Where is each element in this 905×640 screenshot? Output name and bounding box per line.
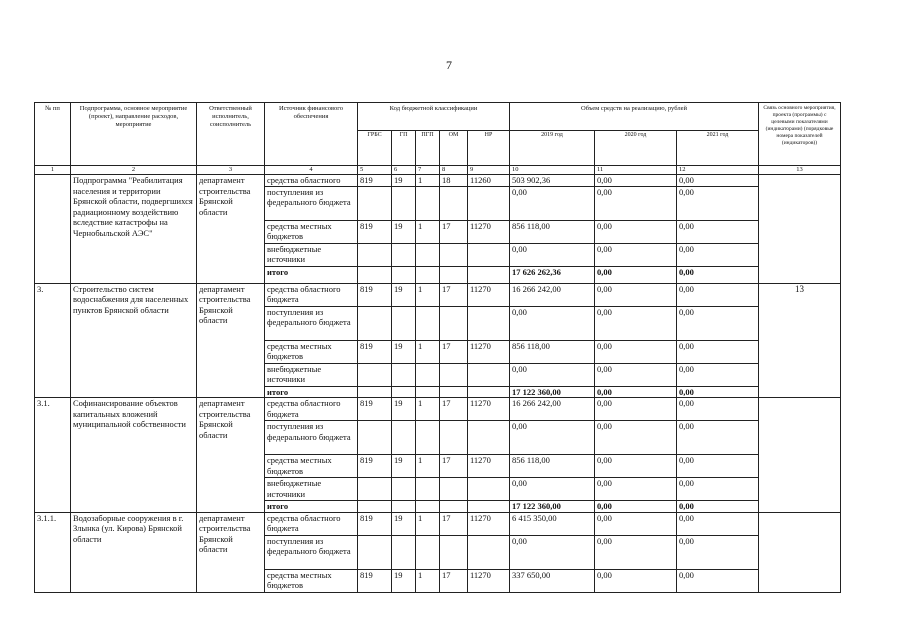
cell-grbs: [358, 535, 392, 569]
cell-y2020: 0,00: [595, 220, 677, 243]
column-number: 12: [677, 166, 759, 175]
cell-y2019: 17 122 360,00: [510, 386, 595, 398]
cell-om: [440, 386, 468, 398]
cell-gp: [392, 478, 416, 501]
cell-y2020: 0,00: [595, 243, 677, 266]
column-number: 4: [265, 166, 358, 175]
cell-om: 17: [440, 455, 468, 478]
cell-y2020: 0,00: [595, 478, 677, 501]
cell-y2021: 0,00: [677, 421, 759, 455]
cell-y2020: 0,00: [595, 175, 677, 187]
funding-source: средства областного бюджета: [265, 283, 358, 306]
header-om: ОМ: [440, 131, 468, 166]
column-number: 2: [71, 166, 197, 175]
column-number: 13: [759, 166, 841, 175]
header-program: Подпрограмма, основное мероприятие (проект), направление расходов, мероприятие: [71, 103, 197, 166]
cell-y2019: 0,00: [510, 535, 595, 569]
cell-grbs: [358, 421, 392, 455]
cell-np: 11270: [468, 283, 510, 306]
cell-grbs: 819: [358, 340, 392, 363]
funding-source: внебюджетные источники: [265, 363, 358, 386]
cell-om: 17: [440, 283, 468, 306]
item-number: 3.1.: [35, 398, 71, 513]
budget-table: [34, 102, 841, 593]
cell-np: 11270: [468, 512, 510, 535]
cell-y2021: 0,00: [677, 478, 759, 501]
cell-y2020: 0,00: [595, 535, 677, 569]
cell-pgp: 1: [416, 175, 440, 187]
cell-y2020: 0,00: [595, 283, 677, 306]
cell-y2019: 0,00: [510, 363, 595, 386]
header-source: Источник финансового обеспечения: [265, 103, 358, 166]
cell-y2019: 0,00: [510, 478, 595, 501]
funding-source: поступления из федерального бюджета: [265, 421, 358, 455]
funding-source: средства местных бюджетов: [265, 455, 358, 478]
cell-om: [440, 478, 468, 501]
cell-y2020: 0,00: [595, 306, 677, 340]
item-number: 3.: [35, 283, 71, 398]
column-number: 7: [416, 166, 440, 175]
cell-pgp: 1: [416, 455, 440, 478]
cell-grbs: [358, 243, 392, 266]
cell-gp: [392, 386, 416, 398]
funding-source: поступления из федерального бюджета: [265, 186, 358, 220]
cell-y2020: 0,00: [595, 512, 677, 535]
cell-y2020: 0,00: [595, 340, 677, 363]
cell-gp: [392, 186, 416, 220]
cell-np: 11270: [468, 220, 510, 243]
cell-gp: 19: [392, 569, 416, 592]
table-row: [35, 283, 841, 306]
item-executor: департамент строительства Брянской области: [197, 283, 265, 398]
cell-y2020: 0,00: [595, 455, 677, 478]
page-number: 7: [446, 58, 452, 72]
cell-np: [468, 501, 510, 513]
cell-np: 11270: [468, 398, 510, 421]
cell-y2020: 0,00: [595, 266, 677, 283]
header-executor: Ответственный исполнитель, соисполнитель: [197, 103, 265, 166]
cell-y2021: 0,00: [677, 512, 759, 535]
cell-np: [468, 306, 510, 340]
cell-om: [440, 243, 468, 266]
cell-grbs: 819: [358, 455, 392, 478]
cell-y2021: 0,00: [677, 398, 759, 421]
cell-om: 17: [440, 569, 468, 592]
cell-om: [440, 535, 468, 569]
cell-y2020: 0,00: [595, 421, 677, 455]
item-name: Софинансирование объектов капитальных вложений муниципальной собственности: [71, 398, 197, 513]
cell-np: [468, 478, 510, 501]
table-body: [35, 103, 841, 593]
cell-np: [468, 243, 510, 266]
cell-np: [468, 421, 510, 455]
cell-om: 18: [440, 175, 468, 187]
item-number: [35, 175, 71, 284]
header-code-group: Код бюджетной классификации: [358, 103, 510, 131]
cell-y2020: 0,00: [595, 398, 677, 421]
column-number: 3: [197, 166, 265, 175]
cell-pgp: 1: [416, 569, 440, 592]
cell-gp: 19: [392, 398, 416, 421]
cell-pgp: 1: [416, 398, 440, 421]
cell-om: 17: [440, 340, 468, 363]
cell-y2021: 0,00: [677, 306, 759, 340]
funding-source: внебюджетные источники: [265, 243, 358, 266]
item-name: Строительство систем водоснабжения для населенных пунктов Брянской области: [71, 283, 197, 398]
table-row: [35, 512, 841, 535]
cell-grbs: 819: [358, 283, 392, 306]
cell-om: [440, 421, 468, 455]
indicator-link: 13: [759, 283, 841, 398]
cell-y2019: 16 266 242,00: [510, 398, 595, 421]
cell-y2019: 17 626 262,36: [510, 266, 595, 283]
table-row: [35, 398, 841, 421]
header-row: [35, 103, 841, 131]
item-name: Подпрограмма "Реабилитация населения и территории Брянской области, подвергшихся радиационному воздействию вследствие катастрофы на Чернобыльской АЭС": [71, 175, 197, 284]
header-funds-group: Объем средств на реализацию, рублей: [510, 103, 759, 131]
cell-pgp: [416, 243, 440, 266]
cell-grbs: [358, 306, 392, 340]
cell-om: 17: [440, 398, 468, 421]
cell-y2019: 0,00: [510, 186, 595, 220]
item-executor: департамент строительства Брянской области: [197, 512, 265, 592]
indicator-link: [759, 512, 841, 592]
header-grbs: ГРБС: [358, 131, 392, 166]
cell-grbs: 819: [358, 175, 392, 187]
cell-om: [440, 306, 468, 340]
item-executor: департамент строительства Брянской области: [197, 398, 265, 513]
cell-grbs: 819: [358, 512, 392, 535]
cell-y2021: 0,00: [677, 283, 759, 306]
item-executor: департамент строительства Брянской области: [197, 175, 265, 284]
column-number: 9: [468, 166, 510, 175]
cell-y2019: 0,00: [510, 243, 595, 266]
funding-source: итого: [265, 386, 358, 398]
cell-y2021: 0,00: [677, 186, 759, 220]
cell-pgp: [416, 421, 440, 455]
cell-y2021: 0,00: [677, 455, 759, 478]
cell-y2021: 0,00: [677, 220, 759, 243]
cell-pgp: 1: [416, 283, 440, 306]
cell-pgp: 1: [416, 340, 440, 363]
cell-gp: [392, 501, 416, 513]
cell-np: 11270: [468, 569, 510, 592]
cell-gp: [392, 266, 416, 283]
cell-np: [468, 386, 510, 398]
cell-pgp: 1: [416, 512, 440, 535]
cell-grbs: [358, 386, 392, 398]
funding-source: средства местных бюджетов: [265, 569, 358, 592]
funding-source: средства местных бюджетов: [265, 340, 358, 363]
column-number: 6: [392, 166, 416, 175]
cell-y2021: 0,00: [677, 569, 759, 592]
cell-y2020: 0,00: [595, 386, 677, 398]
indicator-link: [759, 398, 841, 513]
funding-source: итого: [265, 266, 358, 283]
header-num: № пп: [35, 103, 71, 166]
cell-y2021: 0,00: [677, 266, 759, 283]
header-2021: 2021 год: [677, 131, 759, 166]
cell-grbs: [358, 186, 392, 220]
cell-y2019: 0,00: [510, 306, 595, 340]
cell-om: [440, 363, 468, 386]
cell-gp: [392, 535, 416, 569]
item-name: Водозаборные сооружения в г. Злынка (ул. Кирова) Брянской области: [71, 512, 197, 592]
cell-y2019: 16 266 242,00: [510, 283, 595, 306]
cell-np: [468, 186, 510, 220]
header-pgp: ПГП: [416, 131, 440, 166]
cell-y2021: 0,00: [677, 363, 759, 386]
funding-source: поступления из федерального бюджета: [265, 306, 358, 340]
cell-y2019: 17 122 360,00: [510, 501, 595, 513]
cell-pgp: 1: [416, 220, 440, 243]
column-number-row: [35, 166, 841, 175]
cell-gp: 19: [392, 175, 416, 187]
column-number: 1: [35, 166, 71, 175]
cell-grbs: [358, 363, 392, 386]
cell-pgp: [416, 186, 440, 220]
cell-gp: [392, 243, 416, 266]
cell-np: [468, 266, 510, 283]
funding-source: средства областного бюджета: [265, 512, 358, 535]
column-number: 8: [440, 166, 468, 175]
cell-pgp: [416, 306, 440, 340]
header-np: НР: [468, 131, 510, 166]
cell-y2020: 0,00: [595, 501, 677, 513]
cell-pgp: [416, 501, 440, 513]
cell-np: 11270: [468, 455, 510, 478]
item-number: 3.1.1.: [35, 512, 71, 592]
cell-gp: 19: [392, 220, 416, 243]
cell-y2021: 0,00: [677, 243, 759, 266]
cell-y2019: 856 118,00: [510, 455, 595, 478]
cell-y2020: 0,00: [595, 186, 677, 220]
cell-pgp: [416, 363, 440, 386]
cell-np: [468, 363, 510, 386]
cell-gp: 19: [392, 512, 416, 535]
funding-source: средства местных бюджетов: [265, 220, 358, 243]
cell-grbs: 819: [358, 398, 392, 421]
cell-y2021: 0,00: [677, 175, 759, 187]
header-2020: 2020 год: [595, 131, 677, 166]
cell-pgp: [416, 386, 440, 398]
cell-grbs: [358, 266, 392, 283]
header-gp: ГП: [392, 131, 416, 166]
cell-grbs: [358, 501, 392, 513]
indicator-link: [759, 175, 841, 284]
header-link: Связь основного мероприятия, проекта (программы) с целевыми показателями (индикаторами) (порядковые номера показателей (индикаторов)): [759, 103, 841, 166]
cell-grbs: 819: [358, 569, 392, 592]
funding-source: внебюджетные источники: [265, 478, 358, 501]
cell-gp: [392, 363, 416, 386]
column-number: 10: [510, 166, 595, 175]
cell-om: [440, 186, 468, 220]
cell-y2021: 0,00: [677, 535, 759, 569]
funding-source: поступления из федерального бюджета: [265, 535, 358, 569]
cell-y2021: 0,00: [677, 501, 759, 513]
cell-y2019: 337 650,00: [510, 569, 595, 592]
cell-np: 11260: [468, 175, 510, 187]
funding-source: средства областного бюджета: [265, 398, 358, 421]
cell-gp: 19: [392, 283, 416, 306]
column-number: 11: [595, 166, 677, 175]
cell-grbs: 819: [358, 220, 392, 243]
cell-gp: [392, 421, 416, 455]
cell-gp: [392, 306, 416, 340]
cell-y2021: 0,00: [677, 340, 759, 363]
cell-y2020: 0,00: [595, 363, 677, 386]
cell-pgp: [416, 478, 440, 501]
cell-om: [440, 266, 468, 283]
cell-pgp: [416, 535, 440, 569]
cell-grbs: [358, 478, 392, 501]
cell-y2019: 856 118,00: [510, 340, 595, 363]
column-number: 5: [358, 166, 392, 175]
cell-pgp: [416, 266, 440, 283]
cell-y2019: 856 118,00: [510, 220, 595, 243]
cell-gp: 19: [392, 340, 416, 363]
cell-y2020: 0,00: [595, 569, 677, 592]
cell-np: [468, 535, 510, 569]
cell-gp: 19: [392, 455, 416, 478]
funding-source: итого: [265, 501, 358, 513]
cell-y2019: 503 902,36: [510, 175, 595, 187]
cell-y2019: 6 415 350,00: [510, 512, 595, 535]
table-row: [35, 175, 841, 187]
header-2019: 2019 год: [510, 131, 595, 166]
cell-y2021: 0,00: [677, 386, 759, 398]
cell-np: 11270: [468, 340, 510, 363]
cell-om: 17: [440, 512, 468, 535]
cell-om: [440, 501, 468, 513]
cell-y2019: 0,00: [510, 421, 595, 455]
funding-source: средства областного: [265, 175, 358, 187]
cell-om: 17: [440, 220, 468, 243]
